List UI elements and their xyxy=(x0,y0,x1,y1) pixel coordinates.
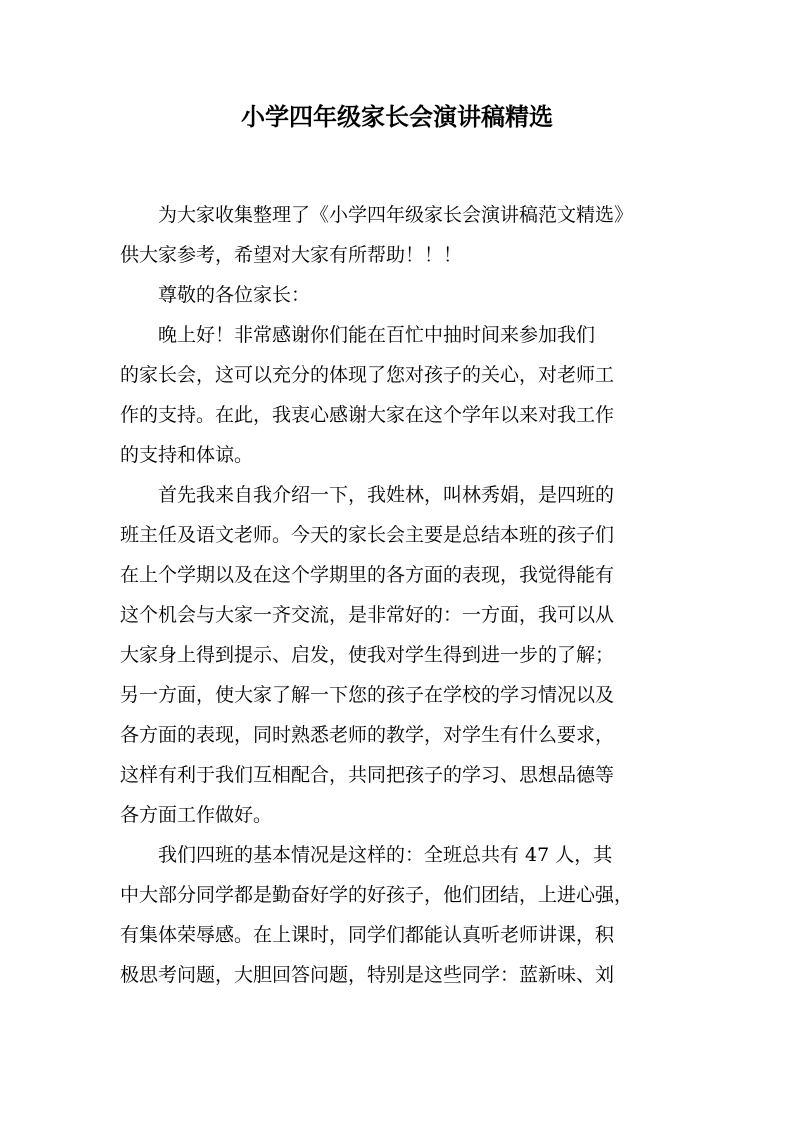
text-line: 的支持和体谅。 xyxy=(120,444,254,466)
text-line: 这个机会与大家一齐交流，是非常好的：一方面，我可以从 xyxy=(120,604,615,626)
text-line: 有集体荣辱感。在上课时，同学们都能认真听老师讲课，积 xyxy=(120,924,615,946)
text-line: 班主任及语文老师。今天的家长会主要是总结本班的孩子们 xyxy=(120,524,615,546)
text-line: 作的支持。在此，我衷心感谢大家在这个学年以来对我工作 xyxy=(120,404,615,426)
text-line: 尊敬的各位家长： xyxy=(158,284,311,306)
text-line: 中大部分同学都是勤奋好学的好孩子，他们团结，上进心强， xyxy=(120,884,634,906)
document-title: 小学四年级家长会演讲稿精选 xyxy=(241,103,553,131)
paragraph-class-overview xyxy=(120,835,676,995)
text-line: 在上个学期以及在这个学期里的各方面的表现，我觉得能有 xyxy=(120,564,615,586)
paragraph-salutation xyxy=(120,275,676,315)
paragraph-intro xyxy=(120,195,676,275)
text-line: 首先我来自我介绍一下，我姓林，叫林秀娟，是四班的 xyxy=(158,484,615,506)
text-line: 极思考问题，大胆回答问题，特别是这些同学：蓝新味、刘 xyxy=(120,964,615,986)
paragraph-greeting xyxy=(120,315,676,475)
text-line: 各方面工作做好。 xyxy=(120,804,273,826)
text-line: 供大家参考，希望对大家有所帮助！！！ xyxy=(120,244,463,266)
text-line: 各方面的表现，同时熟悉老师的教学，对学生有什么要求， xyxy=(120,724,615,746)
document-body xyxy=(120,195,676,995)
text-line: 晚上好！非常感谢你们能在百忙中抽时间来参加我们 xyxy=(158,324,596,346)
paragraph-self-introduction xyxy=(120,475,676,835)
text-line: 的家长会，这可以充分的体现了您对孩子的关心，对老师工 xyxy=(120,364,615,386)
text-line: 另一方面，使大家了解一下您的孩子在学校的学习情况以及 xyxy=(120,684,615,706)
text-line: 大家身上得到提示、启发，使我对学生得到进一步的了解； xyxy=(120,644,615,666)
text-line: 为大家收集整理了《小学四年级家长会演讲稿范文精选》 xyxy=(158,204,634,226)
text-line: 这样有利于我们互相配合，共同把孩子的学习、思想品德等 xyxy=(120,764,615,786)
text-line: 我们四班的基本情况是这样的：全班总共有 47 人，其 xyxy=(158,844,613,866)
